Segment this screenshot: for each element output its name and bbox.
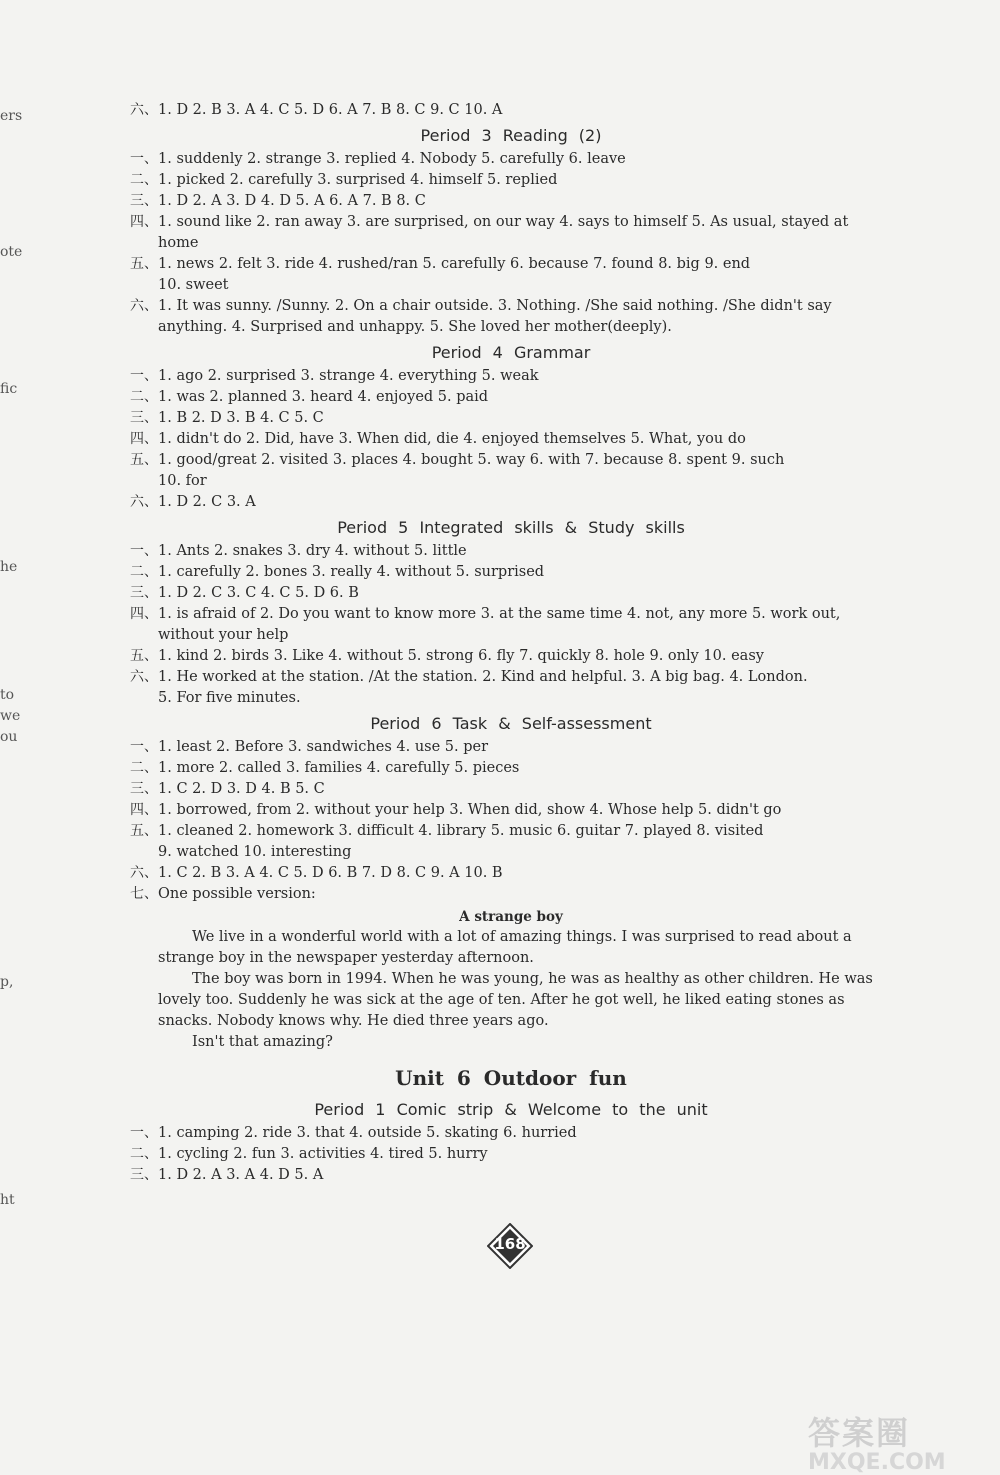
- gutter-fragment: ou: [0, 729, 18, 745]
- answer-line: 三、 1. D 2. C 3. C 4. C 5. D 6. B: [130, 585, 359, 601]
- gutter-fragment: we: [0, 708, 21, 724]
- answer-key-content: [130, 100, 892, 1186]
- watermark: [808, 1408, 988, 1475]
- answer-line: 六、 1. D 2. C 3. A: [130, 494, 256, 510]
- gutter-fragment: p,: [0, 974, 14, 990]
- watermark-url: MXQE.COM: [808, 1450, 946, 1475]
- watermark-logo: 答案圈: [808, 1414, 911, 1452]
- answer-line: 六、 1. He worked at the station. /At the station. 2. Kind and helpful. 3. A big bag. 4. London.: [130, 669, 808, 685]
- gutter-fragment: to: [0, 687, 15, 703]
- answer-line-continuation: 9. watched 10. interesting: [158, 844, 352, 860]
- answer-line: 六、 1. C 2. B 3. A 4. C 5. D 6. B 7. D 8. C 9. A 10. B: [130, 865, 503, 881]
- answer-line-continuation: without your help: [158, 627, 289, 643]
- answer-line: 五、 1. kind 2. birds 3. Like 4. without 5. strong 6. fly 7. quickly 8. hole 9. only 10. easy: [130, 648, 764, 664]
- gutter-fragment: ers: [0, 108, 23, 124]
- gutter-fragment: fic: [0, 381, 18, 397]
- page-number-badge: [487, 1223, 533, 1269]
- answer-line-continuation: 10. for: [158, 473, 207, 489]
- answer-line: 四、 1. borrowed, from 2. without your help 3. When did, show 4. Whose help 5. didn't go: [130, 802, 782, 818]
- answer-line-continuation: anything. 4. Surprised and unhappy. 5. She loved her mother(deeply).: [158, 319, 672, 335]
- essay-paragraph: Isn't that amazing?: [192, 1034, 333, 1050]
- gutter-fragment: ote: [0, 244, 23, 260]
- answer-line: 五、 1. news 2. felt 3. ride 4. rushed/ran 5. carefully 6. because 7. found 8. big 9. end: [130, 256, 751, 272]
- essay-paragraph: We live in a wonderful world with a lot of amazing things. I was surprised to read about a strange boy in the newspaper yesterday afternoon.: [158, 929, 852, 966]
- answer-line: 二、 1. picked 2. carefully 3. surprised 4. himself 5. replied: [130, 172, 558, 188]
- answer-line: 五、 1. cleaned 2. homework 3. difficult 4. library 5. music 6. guitar 7. played 8. visited: [130, 823, 764, 839]
- answer-line-continuation: 10. sweet: [158, 277, 229, 293]
- essay-paragraph: The boy was born in 1994. When he was young, he was as healthy as other children. He was lovely too. Suddenly he was sick at the age of ten. After he got well, he liked eating stones as snacks. Nobody knows why. He died three years ago.: [158, 971, 873, 1029]
- answer-line-continuation: 5. For five minutes.: [158, 690, 301, 706]
- answer-line: 二、 1. cycling 2. fun 3. activities 4. tired 5. hurry: [130, 1146, 488, 1162]
- period-1-heading: Period 1 Comic strip & Welcome to the unit: [314, 1100, 708, 1119]
- answer-line: 二、 1. more 2. called 3. families 4. carefully 5. pieces: [130, 760, 520, 776]
- answer-line-continuation: home: [158, 235, 199, 251]
- gutter-fragment: he: [0, 559, 18, 575]
- answer-line: 四、 1. is afraid of 2. Do you want to know more 3. at the same time 4. not, any more 5. work out,: [130, 606, 841, 622]
- answer-line: 六、 1. It was sunny. /Sunny. 2. On a chair outside. 3. Nothing. /She said nothing. /She didn't say: [130, 298, 832, 314]
- answer-line: 四、 1. didn't do 2. Did, have 3. When did, die 4. enjoyed themselves 5. What, you do: [130, 431, 746, 447]
- period-3-heading: Period 3 Reading (2): [420, 126, 602, 145]
- answer-line: 三、 1. D 2. A 3. A 4. D 5. A: [130, 1167, 324, 1183]
- page-number: 168: [494, 1235, 526, 1253]
- period-5-heading: Period 5 Integrated skills & Study skills: [337, 518, 685, 537]
- answer-line: 五、 1. good/great 2. visited 3. places 4. bought 5. way 6. with 7. because 8. spent 9. such: [130, 452, 785, 468]
- period-6-heading: Period 6 Task & Self-assessment: [370, 714, 652, 733]
- answer-line: 一、 1. camping 2. ride 3. that 4. outside 5. skating 6. hurried: [130, 1125, 577, 1141]
- period-4-heading: Period 4 Grammar: [431, 343, 591, 362]
- answer-line: 四、 1. sound like 2. ran away 3. are surprised, on our way 4. says to himself 5. As usual, stayed at: [130, 214, 849, 230]
- gutter-fragment: ht: [0, 1192, 15, 1208]
- answer-line: 七、 One possible version:: [130, 886, 316, 902]
- answer-line: 一、 1. suddenly 2. strange 3. replied 4. Nobody 5. carefully 6. leave: [130, 151, 626, 167]
- answer-line: 一、 1. ago 2. surprised 3. strange 4. everything 5. weak: [130, 368, 539, 384]
- answer-line: 三、 1. B 2. D 3. B 4. C 5. C: [130, 410, 324, 426]
- answer-line: 一、 1. Ants 2. snakes 3. dry 4. without 5. little: [130, 543, 467, 559]
- answer-line: 二、 1. carefully 2. bones 3. really 4. without 5. surprised: [130, 564, 545, 580]
- answer-line: 一、 1. least 2. Before 3. sandwiches 4. use 5. per: [130, 739, 489, 755]
- answer-line: 三、 1. C 2. D 3. D 4. B 5. C: [130, 781, 325, 797]
- unit-heading: Unit 6 Outdoor fun: [395, 1066, 627, 1090]
- answer-line: 二、 1. was 2. planned 3. heard 4. enjoyed 5. paid: [130, 389, 489, 405]
- answer-line: 三、 1. D 2. A 3. D 4. D 5. A 6. A 7. B 8. C: [130, 193, 426, 209]
- answer-line: 六、 1. D 2. B 3. A 4. C 5. D 6. A 7. B 8. C 9. C 10. A: [130, 102, 503, 118]
- essay-title: A strange boy: [459, 909, 563, 925]
